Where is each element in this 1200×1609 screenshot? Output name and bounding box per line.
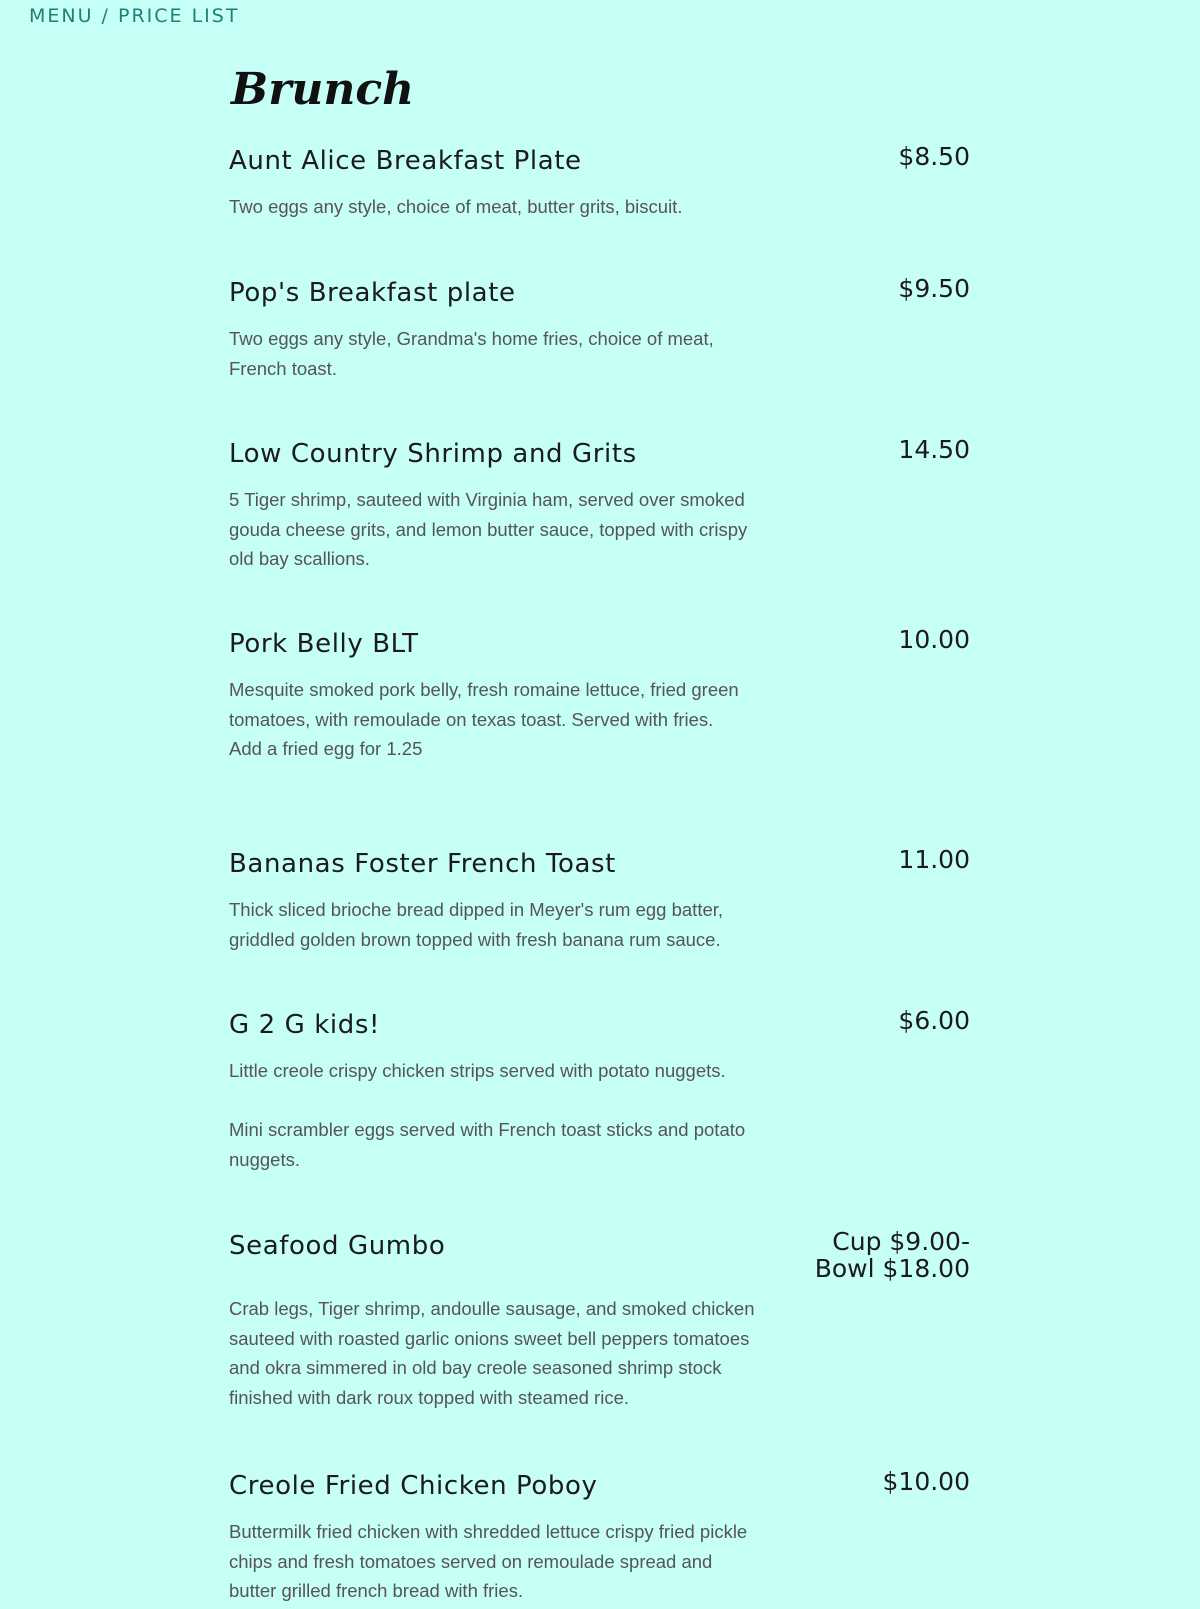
breadcrumb[interactable]: MENU / PRICE LIST	[29, 5, 240, 27]
menu-item-price: $9.50	[898, 274, 970, 303]
menu-item-description-text: Two eggs any style, choice of meat, butter grits, biscuit.	[229, 196, 683, 217]
menu-item-description	[229, 1517, 754, 1606]
menu-item-description	[229, 675, 774, 764]
menu-item-name: Pork Belly BLT	[229, 629, 419, 659]
menu-item-description-text: 5 Tiger shrimp, sauteed with Virginia ham, served over smoked gouda cheese grits, and lemon butter sauce, topped with crispy old bay scallions.	[229, 489, 748, 569]
menu-item-description	[229, 485, 774, 574]
menu-item-price-cup: Cup $9.00-	[832, 1227, 970, 1256]
menu-item-name: Creole Fried Chicken Poboy	[229, 1471, 598, 1501]
menu-item-description-text: Two eggs any style, Grandma's home fries, choice of meat, French toast.	[229, 328, 714, 379]
menu-item-description	[229, 895, 774, 954]
menu-item-price: 14.50	[898, 435, 970, 464]
menu-item-description-text: Mesquite smoked pork belly, fresh romaine lettuce, fried green tomatoes, with remoulade on texas toast. Served with fries.	[229, 679, 739, 730]
menu-item-price-bowl: Bowl $18.00	[814, 1254, 970, 1283]
menu-item-description-text: Crab legs, Tiger shrimp, andoulle sausage, and smoked chicken sauteed with roasted garlic onions sweet bell peppers tomatoes and okra simmered in old bay creole seasoned shrimp stock finished with dark roux topped with steamed rice.	[229, 1298, 755, 1408]
menu-item-name: Seafood Gumbo	[229, 1231, 446, 1261]
menu-item-price: 11.00	[898, 845, 970, 874]
menu-item-description-text: Little creole crispy chicken strips served with potato nuggets.	[229, 1060, 726, 1081]
section-title: Brunch	[231, 64, 415, 115]
menu-item-name: Pop's Breakfast plate	[229, 278, 516, 308]
menu-item-description	[229, 324, 739, 383]
menu-item-name: Aunt Alice Breakfast Plate	[229, 146, 582, 176]
menu-item-price: $6.00	[898, 1006, 970, 1035]
menu-item-description	[229, 1056, 774, 1174]
menu-item-description-text: Mini scrambler eggs served with French toast sticks and potato nuggets.	[229, 1119, 746, 1170]
menu-item-name: Low Country Shrimp and Grits	[229, 439, 637, 469]
menu-item-name: G 2 G kids!	[229, 1010, 380, 1040]
menu-item-description-text: Buttermilk fried chicken with shredded lettuce crispy fried pickle chips and fresh tomatoes served on remoulade spread and butter grilled french bread with fries.	[229, 1521, 748, 1601]
menu-item-name: Bananas Foster French Toast	[229, 849, 616, 879]
menu-item-description	[229, 192, 774, 222]
menu-item-price: 10.00	[898, 625, 970, 654]
menu-item-price	[815, 1228, 970, 1282]
menu-item-price: $10.00	[882, 1467, 970, 1496]
menu-item-description	[229, 1294, 774, 1412]
menu-item-description-text: Add a fried egg for 1.25	[229, 738, 423, 759]
menu-item-description-text: Thick sliced brioche bread dipped in Meyer's rum egg batter, griddled golden brown topped with fresh banana rum sauce.	[229, 899, 724, 950]
menu-item-price: $8.50	[898, 142, 970, 171]
